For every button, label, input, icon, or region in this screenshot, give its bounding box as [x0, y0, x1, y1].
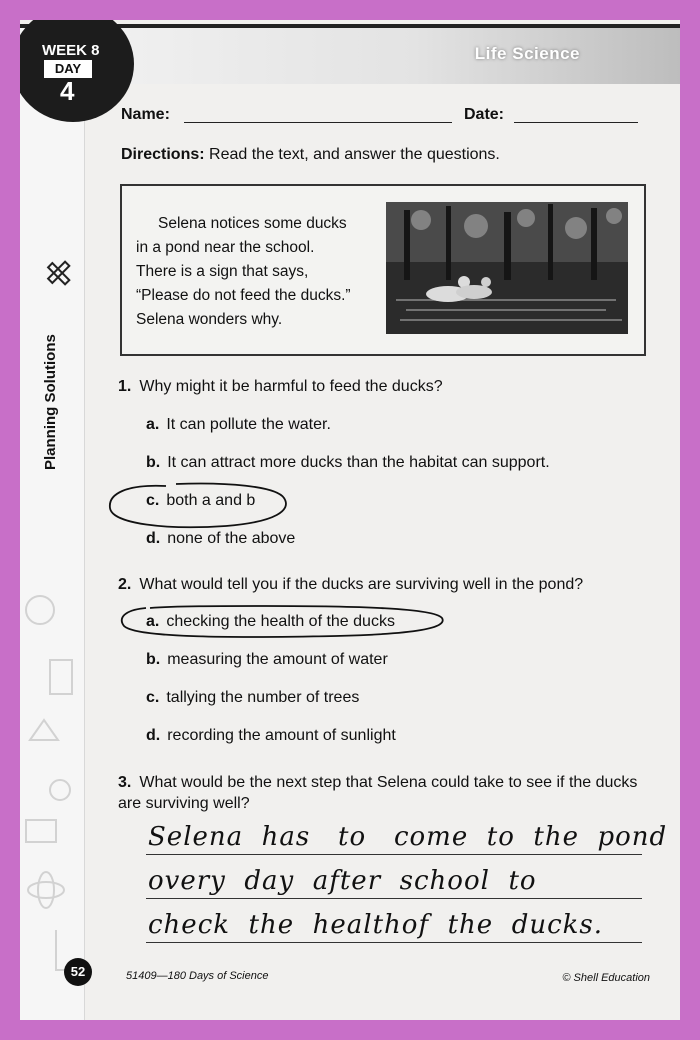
question-number: 2.: [118, 576, 132, 593]
answer-option[interactable]: [146, 727, 396, 745]
answer-option[interactable]: [146, 416, 331, 434]
ruler-pencil-icon: [44, 258, 72, 288]
question-1: [118, 378, 443, 396]
day-number: 4: [60, 76, 75, 106]
option-text: measuring the amount of water: [167, 651, 388, 668]
passage-text: [136, 212, 366, 332]
handwritten-answer-line: Selena has to come to the pond: [148, 822, 668, 852]
question-text: What would be the next step that Selena could take to see if the ducks are surviving well?: [118, 774, 638, 812]
option-text: tallying the number of trees: [166, 689, 360, 706]
option-letter: c.: [146, 689, 160, 706]
worksheet-page: [20, 20, 680, 1020]
sidebar-title: Planning Solutions: [42, 334, 59, 470]
directions: [121, 146, 500, 164]
option-letter: d.: [146, 530, 161, 547]
question-number: 3.: [118, 774, 132, 791]
week-label: WEEK 8: [42, 42, 100, 59]
name-label: Name:: [121, 106, 170, 123]
date-label: Date:: [464, 106, 505, 123]
option-letter: d.: [146, 727, 161, 744]
subject-label: Life Science: [474, 44, 580, 63]
page-number: 52: [64, 958, 92, 986]
option-letter: b.: [146, 651, 161, 668]
handwritten-answer-line: overy day after school to: [148, 866, 537, 896]
date-field[interactable]: [514, 122, 638, 123]
ducks-pond-photo: [386, 202, 628, 334]
sidebar: [20, 80, 85, 1020]
option-letter: c.: [146, 492, 160, 509]
passage-line: There is a sign that says,: [136, 263, 309, 280]
handwritten-answer-line: check the healthof the ducks.: [148, 910, 604, 940]
answer-option[interactable]: [146, 454, 550, 472]
directions-label: Directions:: [121, 146, 205, 163]
answer-option-selected[interactable]: [146, 492, 255, 510]
name-field[interactable]: [184, 122, 452, 123]
option-text: both a and b: [166, 492, 256, 509]
option-text: It can pollute the water.: [166, 416, 331, 433]
passage-line: Selena notices some ducks: [158, 215, 347, 232]
question-number: 1.: [118, 378, 132, 395]
option-letter: a.: [146, 416, 160, 433]
question-2: [118, 576, 583, 594]
passage-line: “Please do not feed the ducks.”: [136, 287, 351, 304]
directions-text: Read the text, and answer the questions.: [204, 146, 500, 163]
passage-line: Selena wonders why.: [136, 311, 283, 328]
answer-option[interactable]: [146, 530, 295, 548]
answer-option[interactable]: [146, 689, 359, 707]
option-text: none of the above: [167, 530, 296, 547]
copyright: © Shell Education: [562, 972, 650, 984]
option-letter: a.: [146, 613, 160, 630]
option-text: recording the amount of sunlight: [167, 727, 396, 744]
day-label: DAY: [44, 60, 92, 78]
option-letter: b.: [146, 454, 161, 471]
question-text: What would tell you if the ducks are surviving well in the pond?: [139, 576, 584, 593]
answer-line: [146, 854, 642, 855]
passage-box: [120, 184, 646, 356]
option-text: It can attract more ducks than the habitat can support.: [167, 454, 550, 471]
science-doodles-icon: [20, 570, 84, 1000]
book-reference: 51409—180 Days of Science: [126, 970, 269, 982]
question-3: [118, 772, 638, 814]
answer-line: [146, 942, 642, 943]
week-day-badge: [20, 20, 134, 122]
option-text: checking the health of the ducks: [166, 613, 395, 630]
answer-line: [146, 898, 642, 899]
question-text: Why might it be harmful to feed the ducks?: [139, 378, 443, 395]
passage-line: in a pond near the school.: [136, 239, 315, 256]
answer-option[interactable]: [146, 651, 388, 669]
answer-option-selected[interactable]: [146, 613, 395, 631]
